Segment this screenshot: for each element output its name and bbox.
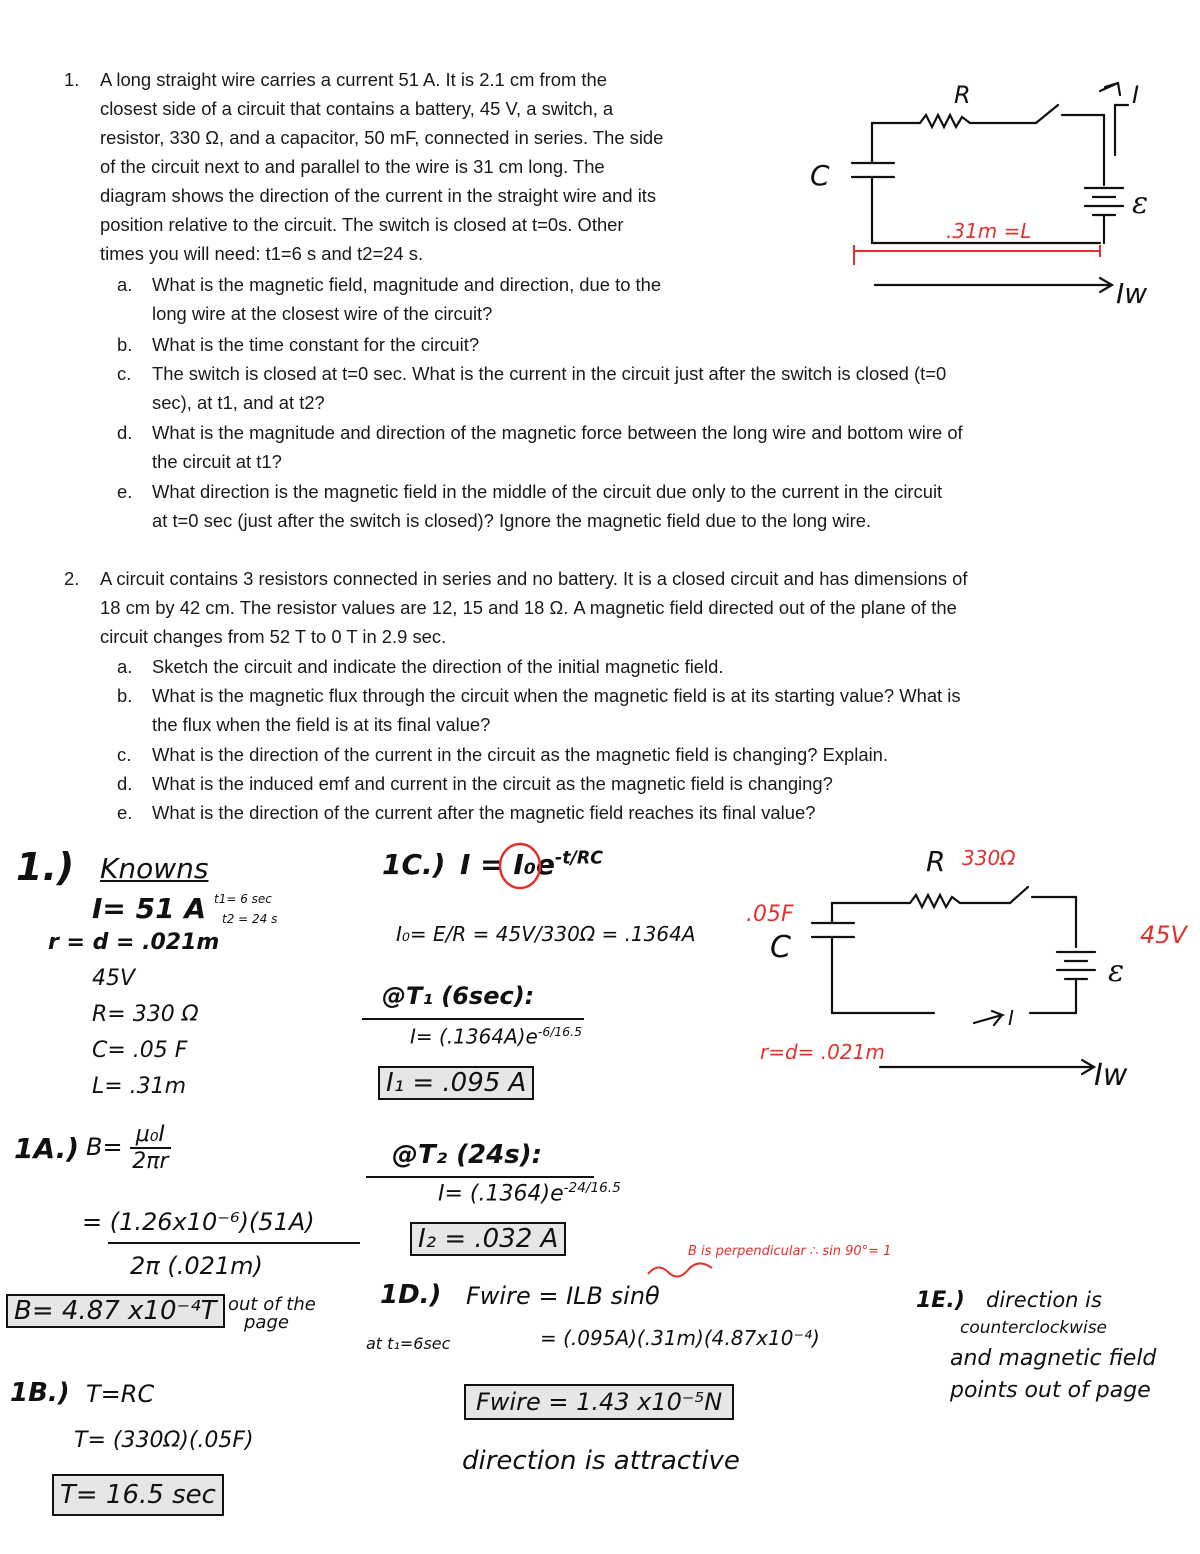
part-1b-formula: T=RC bbox=[86, 1380, 155, 1408]
part-1c-t2-heading: @T₂ (24s): bbox=[392, 1140, 542, 1170]
q1-stem-line: A long straight wire carries a current 51 A. It is 2.1 cm from the bbox=[100, 69, 607, 90]
q2-stem-line: A circuit contains 3 resistors connected in series and no battery. It is a closed circuit and has dimensions of bbox=[100, 568, 968, 589]
label-R-value: 330Ω bbox=[962, 846, 1016, 870]
q1b-line: What is the time constant for the circuit? bbox=[152, 334, 480, 355]
part-1a-label: 1A.) bbox=[14, 1132, 80, 1165]
q1c-line: The switch is closed at t=0 sec. What is the current in the circuit just after the switch is closed (t=0 bbox=[152, 363, 947, 384]
part-1d-substitution: = (.095A)(.31m)(4.87x10⁻⁴) bbox=[540, 1326, 820, 1350]
q2d-line: What is the induced emf and current in the circuit as the magnetic field is changing? bbox=[152, 773, 833, 794]
label-I: I bbox=[1132, 81, 1140, 109]
label-I: I bbox=[1008, 1006, 1014, 1030]
part-1a-direction: out of the page bbox=[228, 1294, 316, 1333]
q1d-line: the circuit at t1? bbox=[152, 451, 282, 472]
part-1c-initial-current: I₀= E/R = 45V/330Ω = .1364A bbox=[396, 922, 696, 946]
part-label: b. bbox=[117, 334, 133, 355]
part-1b-answer: T= 16.5 sec bbox=[52, 1474, 224, 1516]
known-t2: t2 = 24 s bbox=[222, 912, 278, 926]
part-1a-denominator: 2π (.021m) bbox=[130, 1252, 263, 1280]
q1a-line: What is the magnetic field, magnitude and direction, due to the bbox=[152, 274, 662, 295]
q2b-line: the flux when the field is at its final value? bbox=[152, 714, 491, 735]
part-1e-line: counterclockwise bbox=[960, 1318, 1108, 1338]
q2e-line: What is the direction of the current after the magnetic field reaches its final value? bbox=[152, 802, 816, 823]
known-t1: t1= 6 sec bbox=[214, 892, 272, 906]
part-1e-line: direction is bbox=[986, 1288, 1102, 1312]
label-distance: r=d= .021m bbox=[760, 1040, 885, 1064]
knowns-heading: Knowns bbox=[100, 852, 209, 885]
label-emf: ε bbox=[1108, 954, 1125, 989]
part-1d-direction: direction is attractive bbox=[462, 1446, 740, 1476]
q1-stem-line: closest side of a circuit that contains a battery, 45 V, a switch, a bbox=[100, 98, 614, 119]
label-R: R bbox=[926, 845, 946, 878]
q1-stem-line: position relative to the circuit. The switch is closed at t=0s. Other bbox=[100, 214, 624, 235]
q1d-line: What is the magnitude and direction of the magnetic force between the long wire and bottom wire of bbox=[152, 422, 963, 443]
q2-stem-line: circuit changes from 52 T to 0 T in 2.9 sec. bbox=[100, 626, 447, 647]
q1c-line: sec), at t1, and at t2? bbox=[152, 392, 325, 413]
part-1c-label: 1C.) bbox=[382, 848, 446, 881]
part-label: e. bbox=[117, 481, 133, 502]
label-C: C bbox=[770, 930, 791, 965]
part-1e-line: and magnetic field bbox=[950, 1346, 1157, 1371]
question-number: 2. bbox=[64, 568, 80, 589]
label-R: R bbox=[954, 81, 971, 109]
part-1a-answer: B= 4.87 x10⁻⁴T bbox=[6, 1294, 225, 1328]
known-current: I= 51 A bbox=[92, 892, 207, 925]
part-1a-formula: B= $\frac{\text{μ₀I}}{2\pi r}$ bbox=[86, 1122, 169, 1174]
part-label: a. bbox=[117, 274, 133, 295]
divider bbox=[366, 1176, 594, 1178]
q2b-line: What is the magnetic flux through the circuit when the magnetic field is at its starting value? What is bbox=[152, 685, 961, 706]
part-1e-label: 1E.) bbox=[916, 1288, 965, 1313]
q2a-line: Sketch the circuit and indicate the direction of the initial magnetic field. bbox=[152, 656, 724, 677]
q2-stem-line: 18 cm by 42 cm. The resistor values are 12, 15 and 18 Ω. A magnetic field directed out of the plane of the bbox=[100, 597, 957, 618]
part-1e-line: points out of page bbox=[950, 1378, 1151, 1403]
part-label: b. bbox=[117, 685, 133, 706]
divider bbox=[362, 1018, 584, 1020]
part-label: e. bbox=[117, 802, 133, 823]
part-label: d. bbox=[117, 773, 133, 794]
label-C-value: .05F bbox=[746, 902, 794, 927]
part-1c-t1-equation: $I= (.1364A)e^{-6/16.5}$ bbox=[410, 1024, 582, 1049]
circuit-diagram-2 bbox=[740, 835, 1200, 1095]
part-1c-formula: $I = I_0e^{-t/RC}$ bbox=[460, 848, 603, 881]
part-label: c. bbox=[117, 744, 132, 765]
part-label: a. bbox=[117, 656, 133, 677]
fraction-bar bbox=[108, 1242, 360, 1244]
part-label: c. bbox=[117, 363, 132, 384]
q1e-line: at t=0 sec (just after the switch is closed)? Ignore the magnetic field due to the long wire. bbox=[152, 510, 872, 531]
question-number: 1. bbox=[64, 69, 80, 90]
q1e-line: What direction is the magnetic field in the middle of the circuit due only to the current in the circuit bbox=[152, 481, 943, 502]
highlight-circle bbox=[494, 838, 550, 894]
part-1d-time: at t₁=6sec bbox=[366, 1334, 451, 1353]
part-1b-substitution: T= (330Ω)(.05F) bbox=[74, 1428, 254, 1453]
part-1c-t2-equation: $I= (.1364)e^{-24/16.5}$ bbox=[438, 1180, 621, 1207]
part-1d-answer: Fwire = 1.43 x10⁻⁵N bbox=[464, 1384, 734, 1420]
part-1c-t1-heading: @T₁ (6sec): bbox=[382, 982, 535, 1010]
q1-stem-line: times you will need: t1=6 s and t2=24 s. bbox=[100, 243, 424, 264]
q1a-line: long wire at the closest wire of the circuit? bbox=[152, 303, 493, 324]
q2c-line: What is the direction of the current in the circuit as the magnetic field is changing? Explain. bbox=[152, 744, 889, 765]
part-1d-label: 1D.) bbox=[380, 1280, 442, 1310]
part-label: d. bbox=[117, 422, 133, 443]
known-resistance: R= 330 Ω bbox=[92, 1002, 199, 1027]
part-1c-t2-answer: I₂ = .032 A bbox=[410, 1222, 566, 1256]
q1-stem-line: resistor, 330 Ω, and a capacitor, 50 mF, connected in series. The side bbox=[100, 127, 664, 148]
label-emf: ε bbox=[1132, 186, 1149, 221]
part-1a-substitution: = (1.26x10⁻⁶)(51A) bbox=[82, 1208, 315, 1236]
label-length: .31m =L bbox=[946, 219, 1032, 243]
part-1d-note: B is perpendicular ∴ sin 90°= 1 bbox=[688, 1244, 892, 1259]
label-V-value: 45V bbox=[1140, 921, 1187, 949]
part-1d-formula: Fwire = ILB sinθ bbox=[466, 1282, 660, 1310]
label-C: C bbox=[810, 159, 830, 192]
part-1c-t1-answer: I₁ = .095 A bbox=[378, 1066, 534, 1100]
known-length: L= .31m bbox=[92, 1074, 187, 1099]
known-distance: r = d = .021m bbox=[48, 930, 220, 955]
known-voltage: 45V bbox=[92, 966, 136, 991]
label-Iw: Iw bbox=[1116, 277, 1148, 310]
circuit-diagram-1 bbox=[800, 65, 1200, 325]
known-capacitance: C= .05 F bbox=[92, 1038, 188, 1063]
q1-stem-line: diagram shows the direction of the current in the straight wire and its bbox=[100, 185, 657, 206]
label-Iw: Iw bbox=[1094, 1058, 1128, 1093]
part-1b-label: 1B.) bbox=[10, 1378, 70, 1408]
q1-stem-line: of the circuit next to and parallel to the wire is 31 cm long. The bbox=[100, 156, 605, 177]
annotation-squiggle bbox=[646, 1258, 716, 1282]
solution-number: 1.) bbox=[16, 845, 75, 889]
